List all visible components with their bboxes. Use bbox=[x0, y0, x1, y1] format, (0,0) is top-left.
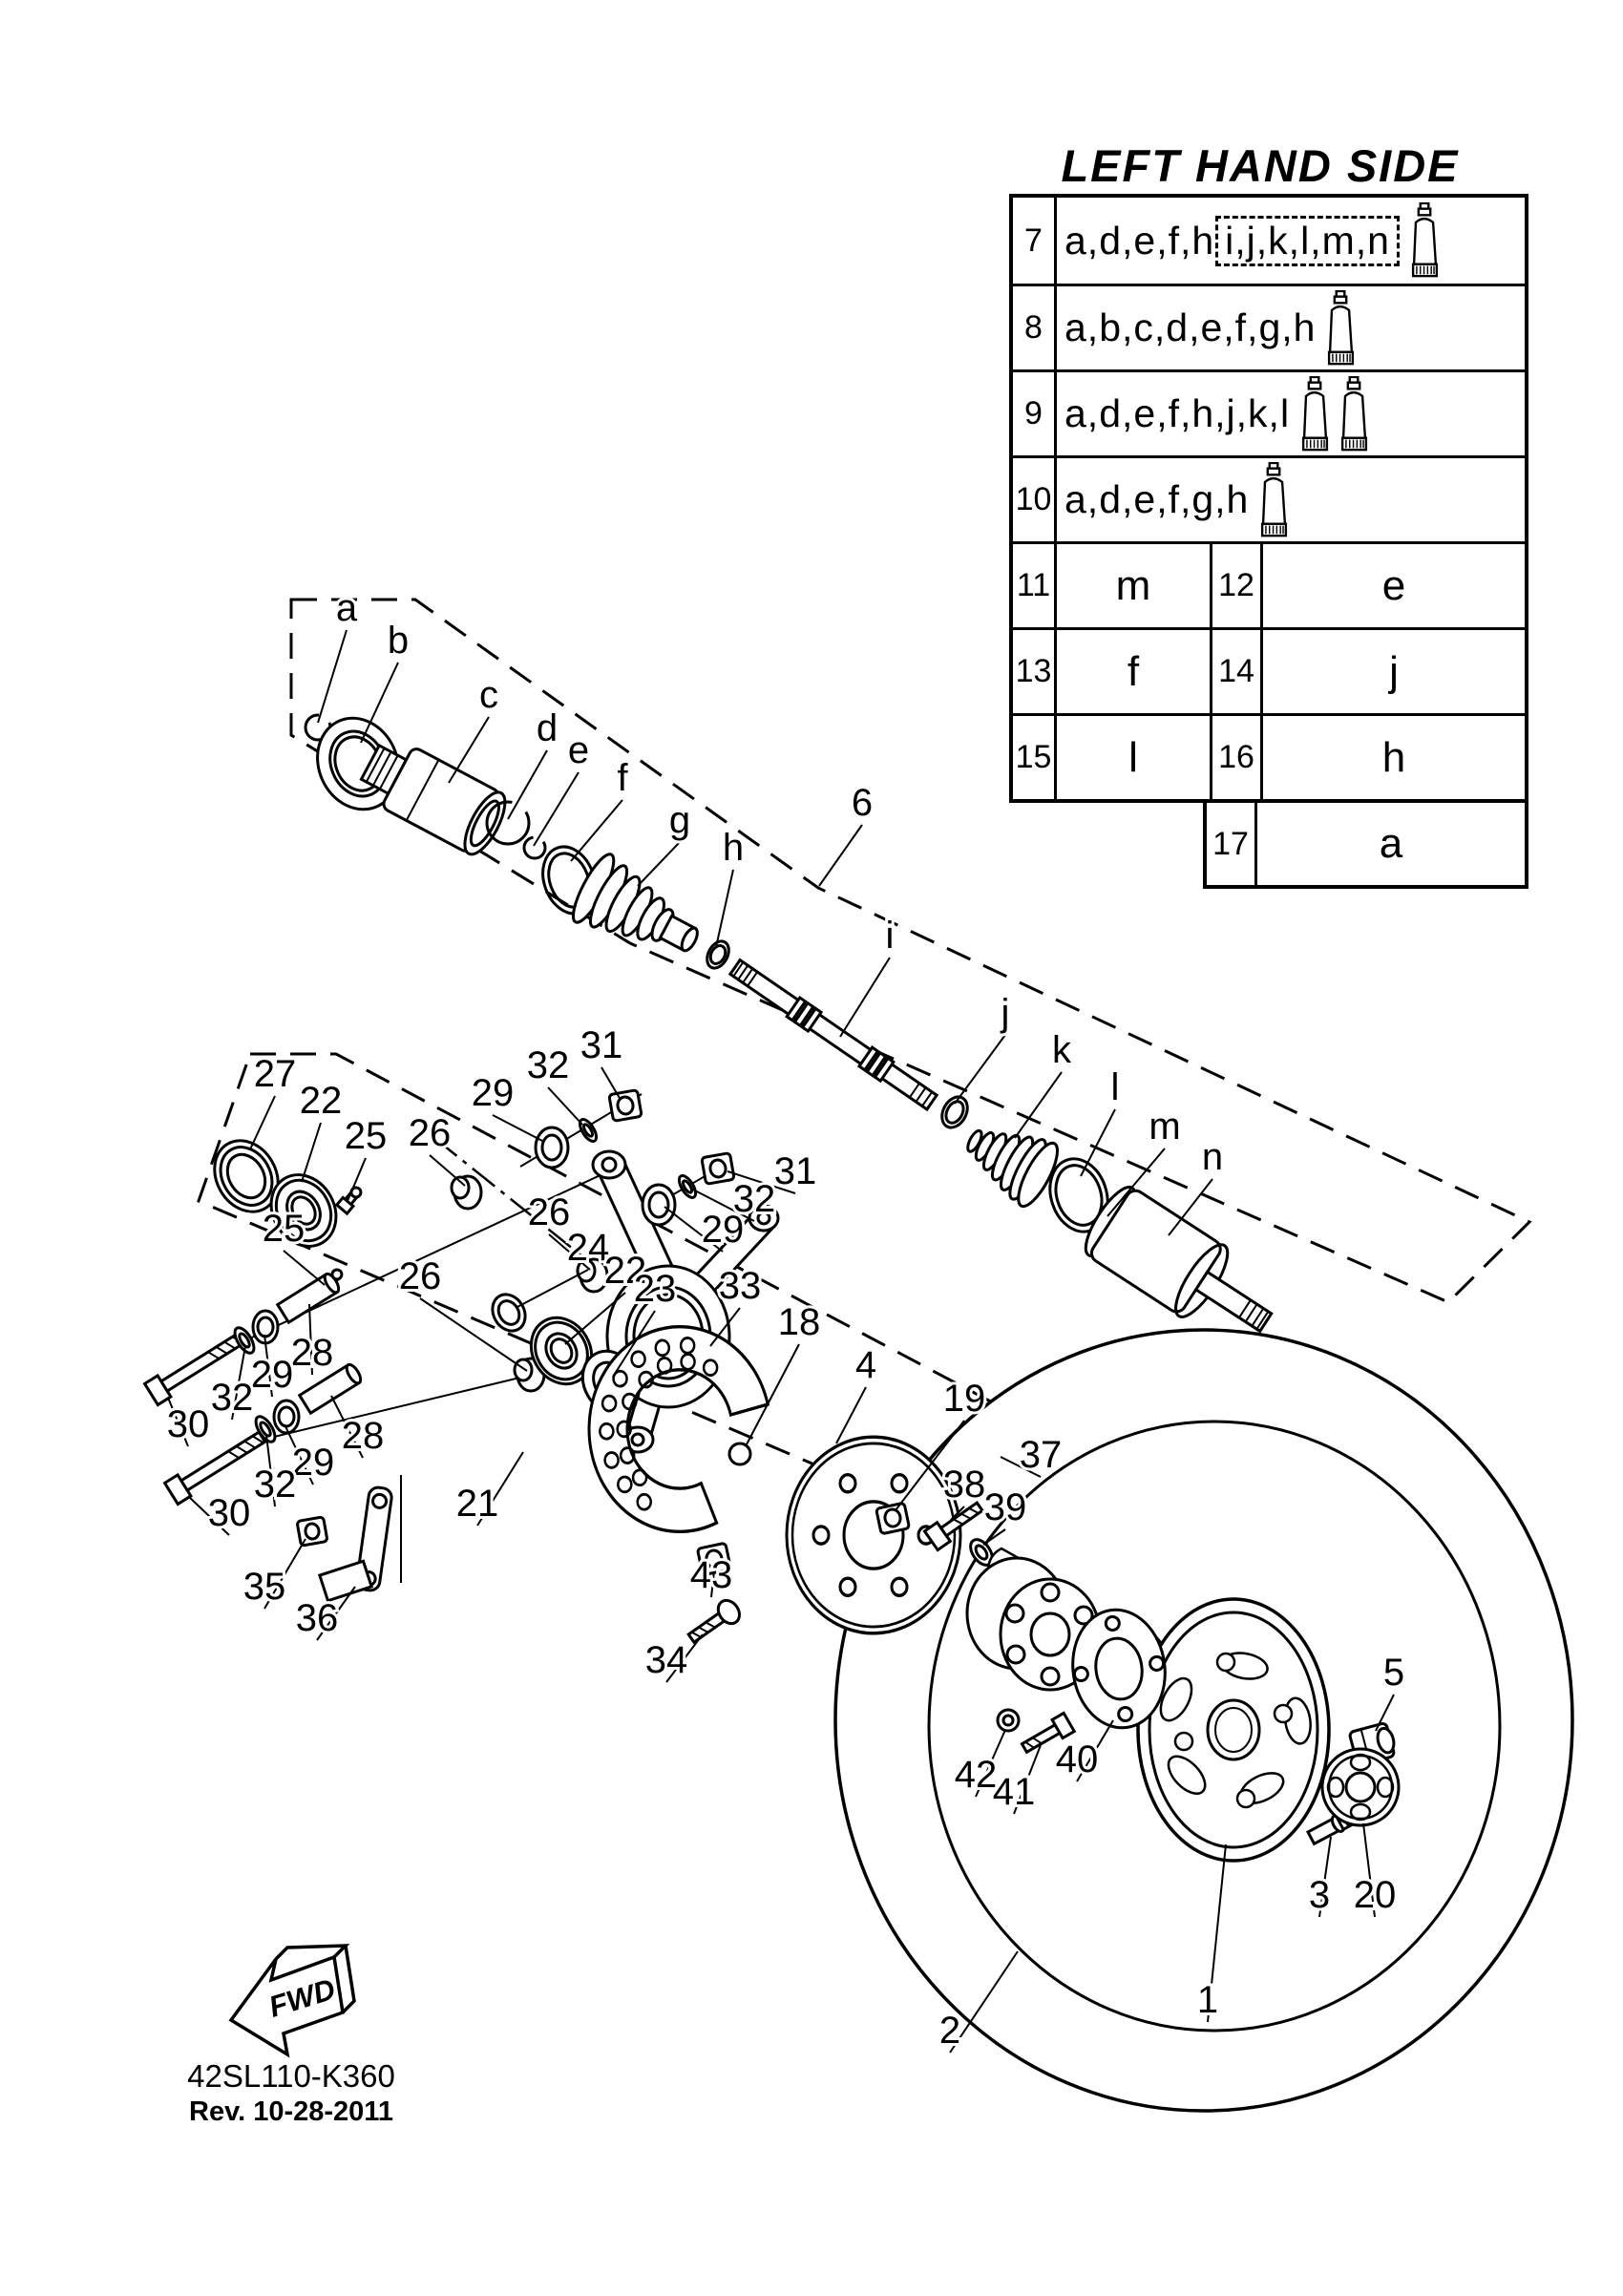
grease-tube-icons bbox=[1299, 376, 1370, 453]
leader-line-27 bbox=[250, 1096, 275, 1149]
leader-line-g bbox=[638, 842, 680, 886]
row-number: 14 bbox=[1210, 630, 1263, 713]
part-label-25-17: 25 bbox=[344, 1115, 388, 1157]
leader-line-e bbox=[534, 772, 579, 846]
part-label-2-58: 2 bbox=[938, 2010, 961, 2052]
part-label-f-5: f bbox=[617, 757, 628, 799]
leader-line-26 bbox=[430, 1155, 465, 1186]
table-row-13-14 bbox=[1013, 627, 1525, 713]
leader-line-32 bbox=[548, 1087, 582, 1125]
cv-boot-g bbox=[566, 850, 712, 976]
part-label-23-28: 23 bbox=[633, 1268, 677, 1310]
part-label-34-50: 34 bbox=[644, 1639, 688, 1681]
part-label-29-36: 29 bbox=[291, 1442, 335, 1484]
part-label-39-48: 39 bbox=[983, 1486, 1027, 1528]
row-letters: a,d,e,f,h,j,k,l bbox=[1064, 391, 1291, 435]
table-row-9 bbox=[1013, 369, 1525, 455]
row-letter: f bbox=[1127, 647, 1140, 695]
nut-31b bbox=[702, 1153, 734, 1185]
fwd-label: FWD bbox=[264, 1971, 340, 2024]
part-label-e-4: e bbox=[567, 729, 590, 771]
cv-boot-k bbox=[954, 1107, 1064, 1211]
bushing-26a bbox=[452, 1176, 481, 1209]
part-label-4-44: 4 bbox=[854, 1344, 877, 1386]
row-letter: e bbox=[1381, 561, 1406, 609]
part-label-29-19: 29 bbox=[471, 1072, 515, 1114]
grease-tube-icon bbox=[1299, 376, 1331, 453]
grease-tube-icons bbox=[1409, 202, 1441, 279]
part-label-l-12: l bbox=[1110, 1066, 1120, 1108]
leader-line-i bbox=[840, 958, 890, 1037]
part-label-25-29: 25 bbox=[262, 1208, 306, 1250]
drive-shaft-i bbox=[728, 958, 938, 1111]
part-label-32-20: 32 bbox=[526, 1044, 570, 1086]
part-label-32-23: 32 bbox=[732, 1178, 776, 1220]
part-label-5-54: 5 bbox=[1382, 1652, 1405, 1694]
grease-nipple-25a bbox=[337, 1185, 365, 1213]
part-label-22-16: 22 bbox=[299, 1080, 343, 1122]
part-label-k-11: k bbox=[1052, 1029, 1071, 1071]
part-label-26-25: 26 bbox=[527, 1191, 571, 1233]
part-label-20-56: 20 bbox=[1353, 1874, 1397, 1916]
leader-line-4 bbox=[836, 1387, 866, 1443]
row-number: 12 bbox=[1210, 544, 1263, 627]
part-label-27-15: 27 bbox=[253, 1053, 297, 1095]
part-label-31-21: 31 bbox=[580, 1024, 623, 1066]
leader-line-j bbox=[955, 1035, 1005, 1104]
part-label-35-39: 35 bbox=[242, 1566, 286, 1608]
leader-line-24 bbox=[516, 1270, 588, 1308]
part-label-29-32: 29 bbox=[250, 1354, 294, 1396]
row-number: 16 bbox=[1210, 716, 1263, 799]
row-number: 15 bbox=[1013, 716, 1057, 799]
table-row-15-16 bbox=[1013, 713, 1525, 799]
grease-tube-icon bbox=[1325, 290, 1357, 367]
part-label-3-55: 3 bbox=[1308, 1874, 1331, 1916]
part-label-32-33: 32 bbox=[210, 1377, 254, 1419]
part-label-a-0: a bbox=[335, 587, 358, 629]
nut-19 bbox=[876, 1503, 910, 1534]
wheel-rim bbox=[1134, 1599, 1329, 1861]
grease-tube-icon bbox=[1338, 376, 1370, 453]
center-cap-20 bbox=[1322, 1749, 1399, 1825]
row-letter: h bbox=[1381, 733, 1406, 781]
washer-32b bbox=[676, 1173, 699, 1200]
leader-line-d bbox=[508, 750, 547, 819]
grease-tube-icons bbox=[1258, 462, 1290, 538]
part-label-18-43: 18 bbox=[777, 1301, 821, 1343]
part-label-37-46: 37 bbox=[1019, 1434, 1063, 1476]
page-title: LEFT HAND SIDE bbox=[1061, 140, 1460, 191]
table-row-10 bbox=[1013, 455, 1525, 541]
part-label-d-3: d bbox=[536, 707, 559, 749]
washer-42 bbox=[998, 1710, 1019, 1731]
leader-line-25 bbox=[284, 1251, 325, 1285]
part-label-28-31: 28 bbox=[290, 1332, 334, 1374]
part-label-33-42: 33 bbox=[718, 1265, 762, 1307]
row-letters: a,d,e,f,h bbox=[1064, 218, 1215, 263]
table-row-11-12 bbox=[1013, 541, 1525, 627]
part-label-22-27: 22 bbox=[603, 1250, 647, 1292]
bracket-36 bbox=[320, 1486, 393, 1601]
row-letter: l bbox=[1128, 733, 1138, 781]
part-label-n-14: n bbox=[1201, 1136, 1224, 1178]
part-label-29-24: 29 bbox=[701, 1209, 745, 1251]
row-number: 8 bbox=[1013, 286, 1057, 369]
leader-line-a bbox=[318, 630, 347, 723]
nut-31a bbox=[609, 1090, 642, 1122]
leader-line-h bbox=[716, 870, 733, 947]
row-letter: a bbox=[1379, 820, 1403, 867]
row-letter: j bbox=[1389, 647, 1399, 695]
snap-ring-e bbox=[524, 837, 545, 858]
part-label-36-40: 36 bbox=[295, 1597, 339, 1639]
part-label-28-35: 28 bbox=[341, 1415, 385, 1457]
clamp-j bbox=[937, 1092, 972, 1131]
part-label-26-30: 26 bbox=[398, 1255, 442, 1297]
fwd-arrow bbox=[231, 1946, 354, 2054]
part-label-21-41: 21 bbox=[455, 1483, 499, 1525]
part-label-30-38: 30 bbox=[207, 1492, 251, 1534]
table-row-7 bbox=[1013, 198, 1525, 284]
part-label-1-57: 1 bbox=[1196, 1979, 1219, 2021]
row-number: 10 bbox=[1013, 458, 1057, 541]
grease-tube-icon bbox=[1258, 462, 1290, 538]
part-label-h-7: h bbox=[722, 827, 745, 869]
drawing-number: 42SL110-K360 bbox=[187, 2058, 395, 2094]
table-row-17 bbox=[1203, 799, 1528, 889]
leader-line-l bbox=[1081, 1109, 1115, 1176]
collar-29b bbox=[643, 1185, 675, 1225]
washer-24 bbox=[486, 1289, 532, 1338]
grease-tube-icons bbox=[1325, 290, 1357, 367]
part-label-32-37: 32 bbox=[253, 1464, 297, 1506]
part-label-43-49: 43 bbox=[689, 1554, 733, 1596]
nut-35 bbox=[297, 1517, 327, 1546]
leader-line-f bbox=[571, 800, 622, 861]
row-number: 7 bbox=[1013, 198, 1057, 284]
row-number: 11 bbox=[1013, 544, 1057, 627]
part-label-41-52: 41 bbox=[992, 1771, 1036, 1813]
application-table bbox=[1009, 194, 1528, 803]
screw-34 bbox=[685, 1596, 744, 1649]
part-label-26-18: 26 bbox=[408, 1112, 452, 1154]
cv-axle-assembly bbox=[304, 706, 1289, 1359]
row-number: 13 bbox=[1013, 630, 1057, 713]
row-number: 17 bbox=[1207, 803, 1257, 885]
part-label-24-26: 24 bbox=[566, 1227, 610, 1269]
leader-line-22 bbox=[302, 1123, 321, 1182]
row-letters: a,d,e,f,g,h bbox=[1064, 477, 1250, 521]
row-letters-boxed: i,j,k,l,m,n bbox=[1215, 216, 1400, 266]
part-label-c-2: c bbox=[479, 674, 498, 716]
row-letters: a,b,c,d,e,f,g,h bbox=[1064, 305, 1317, 349]
part-label-i-9: i bbox=[885, 915, 895, 957]
part-label-30-34: 30 bbox=[166, 1403, 210, 1445]
part-label-g-6: g bbox=[668, 799, 691, 841]
row-number: 9 bbox=[1013, 372, 1057, 455]
collar-29a bbox=[536, 1127, 568, 1168]
part-label-42-51: 42 bbox=[954, 1754, 998, 1796]
table-row-8 bbox=[1013, 284, 1525, 369]
part-label-j-10: j bbox=[1001, 992, 1010, 1034]
part-label-31-22: 31 bbox=[773, 1150, 817, 1192]
part-label-40-53: 40 bbox=[1055, 1738, 1099, 1780]
row-letter: m bbox=[1115, 561, 1151, 609]
part-label-m-13: m bbox=[1149, 1106, 1181, 1148]
part-label-38-47: 38 bbox=[942, 1464, 986, 1506]
part-label-6-8: 6 bbox=[851, 782, 874, 824]
part-label-19-45: 19 bbox=[942, 1378, 986, 1420]
leader-line-6 bbox=[819, 825, 862, 886]
part-label-b-1: b bbox=[387, 620, 410, 662]
grease-tube-icon bbox=[1409, 202, 1441, 279]
leader-line-29 bbox=[493, 1115, 544, 1142]
leader-line-c bbox=[449, 717, 489, 783]
o-ring-18 bbox=[729, 1443, 750, 1464]
revision-date: Rev. 10-28-2011 bbox=[189, 2096, 393, 2127]
